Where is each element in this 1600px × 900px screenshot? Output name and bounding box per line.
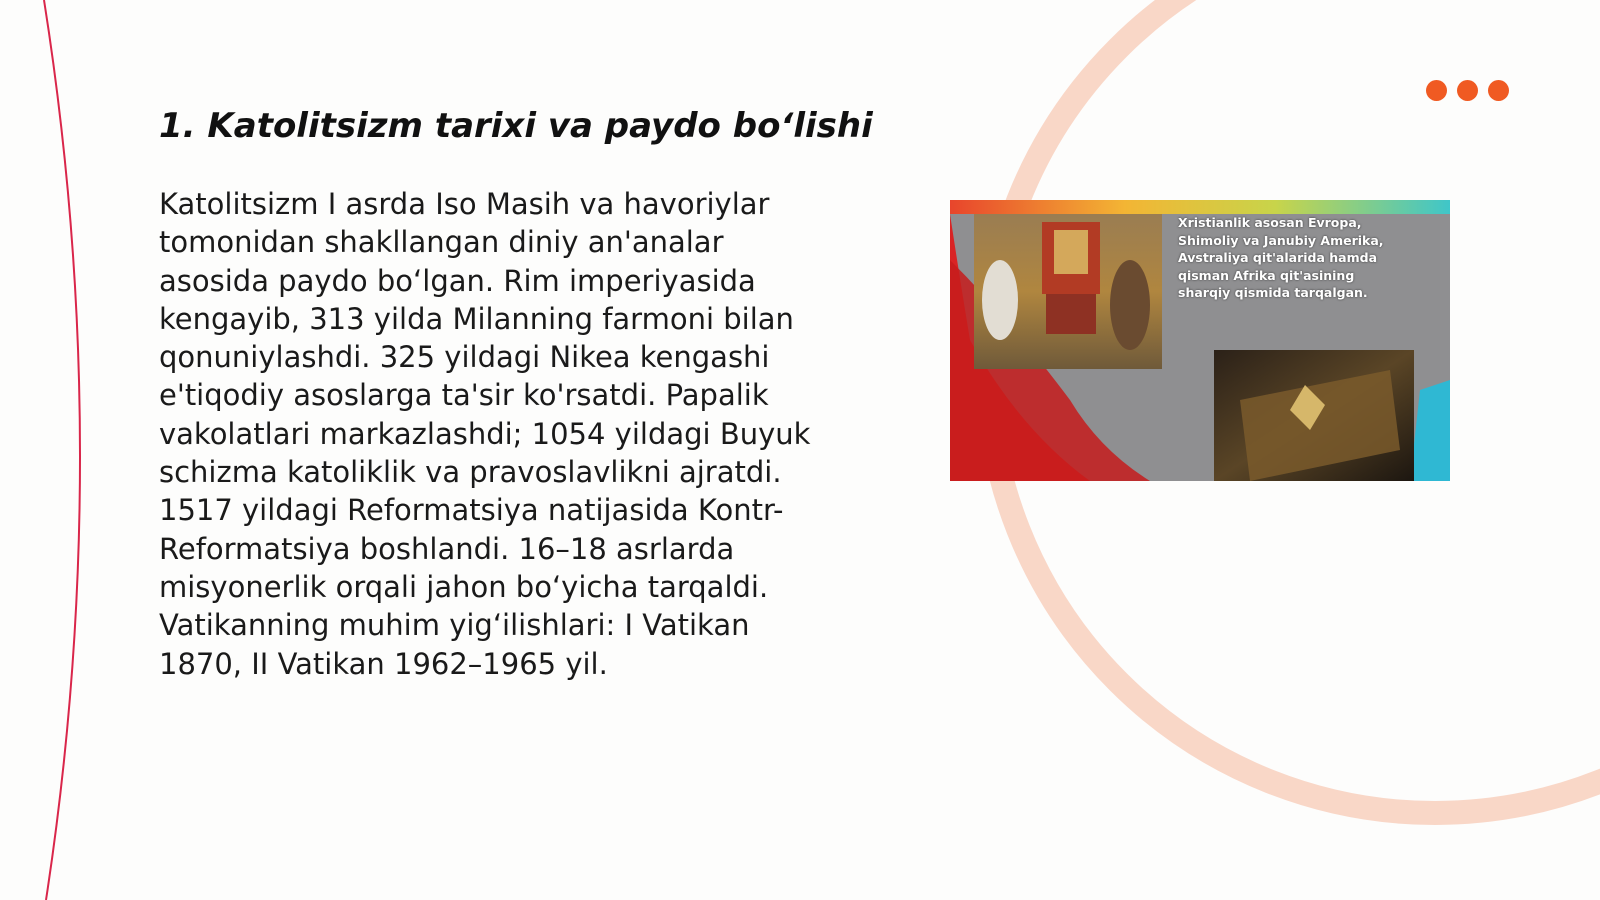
christianity-map-image <box>950 200 1450 481</box>
slide-body-text: Katolitsizm I asrda Iso Masih va havoriylar tomonidan shakllangan diniy an'analar asosida paydo bo‘lgan. Rim imperiyasida kengayib, 313 yilda Milanning farmoni bilan qonuniylashdi. 325 yildagi Nikea kengashi e'tiqodiy asoslarga ta'sir ko'rsatdi. Papalik vakolatlari markazlashdi; 1054 yildagi Buyuk schizma katoliklik va pravoslavlikni ajratdi. 1517 yildagi Reformatsiya natijasida Kontr-Reformatsiya boshlandi. 16–18 asrlarda misyonerlik orqali jahon bo‘yicha tarqaldi. Vatikanning muhim yig‘ilishlari: I Vatikan 1870, II Vatikan 1962–1965 yil. <box>159 187 811 681</box>
image-caption: Xristianlik asosan Evropa, Shimoliy va Janubiy Amerika, Avstraliya qit'alarida hamda qisman Afrika qit'asining sharqiy qismida tarqalgan. <box>1178 215 1384 301</box>
left-red-curve <box>44 0 80 900</box>
slide-title: 1. Katolitsizm tarixi va paydo bo‘lishi <box>159 106 873 146</box>
menu-dots-icon <box>1426 80 1516 102</box>
